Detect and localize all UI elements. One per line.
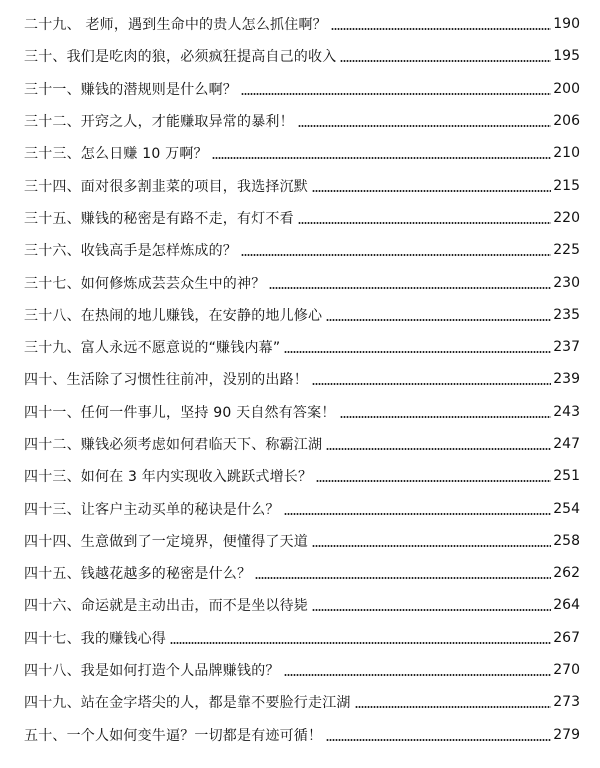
toc-entry: [0, 40, 600, 72]
entry-page-number: 220: [553, 209, 580, 226]
dot-leader: [212, 157, 552, 159]
entry-page-number: 270: [553, 662, 580, 679]
entry-title: 四十五、钱越花越多的秘密是什么？: [24, 566, 252, 583]
dot-leader: [312, 545, 551, 547]
toc-entry: [0, 525, 600, 557]
entry-page-number: 254: [553, 500, 580, 517]
toc-entry: [0, 589, 600, 621]
entry-page-number: 258: [553, 532, 580, 549]
entry-page-number: 273: [553, 694, 580, 711]
entry-page-number: 243: [553, 403, 580, 420]
entry-page-number: 267: [553, 629, 580, 646]
dot-leader: [331, 28, 551, 30]
entry-page-number: 190: [553, 16, 580, 33]
entry-page-number: 230: [553, 274, 580, 291]
entry-title: 三十、我们是吃肉的狼，必须疯狂提高自己的收入: [24, 49, 337, 66]
dot-leader: [312, 609, 551, 611]
entry-page-number: 237: [553, 339, 580, 356]
entry-page-number: 206: [553, 113, 580, 130]
toc-entry: [0, 8, 600, 40]
table-of-contents: [0, 8, 600, 751]
dot-leader: [298, 125, 551, 127]
entry-title: 三十四、面对很多割韭菜的项目，我选择沉默: [24, 178, 308, 195]
entry-title: 四十、生活除了习惯性往前冲，没别的出路！: [24, 372, 308, 389]
toc-entry: [0, 234, 600, 266]
dot-leader: [340, 60, 551, 62]
toc-entry: [0, 428, 600, 460]
entry-title: 三十七、如何修炼成芸芸众生中的神？: [24, 275, 266, 292]
dot-leader: [312, 190, 551, 192]
dot-leader: [355, 706, 552, 708]
entry-page-number: 215: [553, 177, 580, 194]
entry-page-number: 251: [553, 468, 580, 485]
dot-leader: [241, 93, 551, 95]
toc-entry: [0, 363, 600, 395]
dot-leader: [326, 448, 551, 450]
entry-title: 三十六、收钱高手是怎样炼成的？: [24, 243, 237, 260]
entry-title: 四十六、命运就是主动出击，而不是坐以待毙: [24, 598, 308, 615]
dot-leader: [326, 319, 551, 321]
entry-page-number: 264: [553, 597, 580, 614]
entry-title: 三十九、富人永远不愿意说的“赚钱内幕”: [24, 340, 281, 357]
toc-entry: [0, 396, 600, 428]
dot-leader: [340, 416, 552, 418]
entry-page-number: 225: [553, 242, 580, 259]
toc-entry: [0, 266, 600, 298]
dot-leader: [284, 351, 551, 353]
entry-title: 五十、一个人如何变牛逼？一切都是有迹可循！: [24, 727, 323, 744]
dot-leader: [255, 577, 551, 579]
toc-entry: [0, 719, 600, 751]
entry-page-number: 195: [553, 48, 580, 65]
entry-title: 四十八、我是如何打造个人品牌赚钱的？: [24, 663, 280, 680]
entry-page-number: 239: [553, 371, 580, 388]
entry-title: 四十四、生意做到了一定境界，便懂得了天道: [24, 533, 308, 550]
entry-page-number: 200: [553, 80, 580, 97]
entry-page-number: 235: [553, 306, 580, 323]
toc-entry: [0, 622, 600, 654]
entry-title: 三十八、在热闹的地儿赚钱，在安静的地儿修心: [24, 307, 323, 324]
entry-page-number: 262: [553, 565, 580, 582]
toc-entry: [0, 654, 600, 686]
toc-entry: [0, 73, 600, 105]
dot-leader: [316, 480, 551, 482]
entry-title: 四十三、如何在 3 年内实现收入跳跃式增长？: [24, 469, 313, 486]
entry-page-number: 279: [553, 726, 580, 743]
toc-entry: [0, 331, 600, 363]
toc-entry: [0, 137, 600, 169]
entry-page-number: 247: [553, 436, 580, 452]
toc-entry: [0, 202, 600, 234]
entry-title: 四十一、任何一件事儿，坚持 90 天自然有答案！: [24, 404, 336, 421]
toc-entry: [0, 169, 600, 201]
entry-title: 四十二、赚钱必须考虑如何君临天下、称霸江湖: [24, 437, 323, 453]
dot-leader: [298, 222, 551, 224]
toc-entry: [0, 557, 600, 589]
dot-leader: [269, 287, 551, 289]
entry-page-number: 210: [553, 145, 580, 162]
dot-leader: [312, 383, 551, 385]
entry-title: 三十二、开窍之人，才能赚取异常的暴利！: [24, 114, 294, 131]
toc-entry: [0, 686, 600, 718]
entry-title: 四十九、站在金字塔尖的人，都是靠不要脸行走江湖: [24, 695, 351, 712]
entry-title: 二十九、 老师，遇到生命中的贵人怎么抓住啊？: [24, 17, 327, 34]
toc-entry: [0, 105, 600, 137]
toc-entry: [0, 492, 600, 524]
entry-title: 四十七、我的赚钱心得: [24, 630, 166, 647]
entry-title: 三十三、怎么日赚 10 万啊？: [24, 146, 208, 163]
toc-entry: [0, 299, 600, 331]
toc-entry: [0, 460, 600, 492]
dot-leader: [170, 642, 551, 644]
dot-leader: [326, 739, 551, 741]
dot-leader: [284, 513, 552, 515]
entry-title: 四十三、让客户主动买单的秘诀是什么？: [24, 501, 280, 518]
dot-leader: [284, 674, 552, 676]
entry-title: 三十五、赚钱的秘密是有路不走，有灯不看: [24, 210, 294, 227]
dot-leader: [241, 254, 551, 256]
entry-title: 三十一、赚钱的潜规则是什么啊？: [24, 81, 237, 98]
